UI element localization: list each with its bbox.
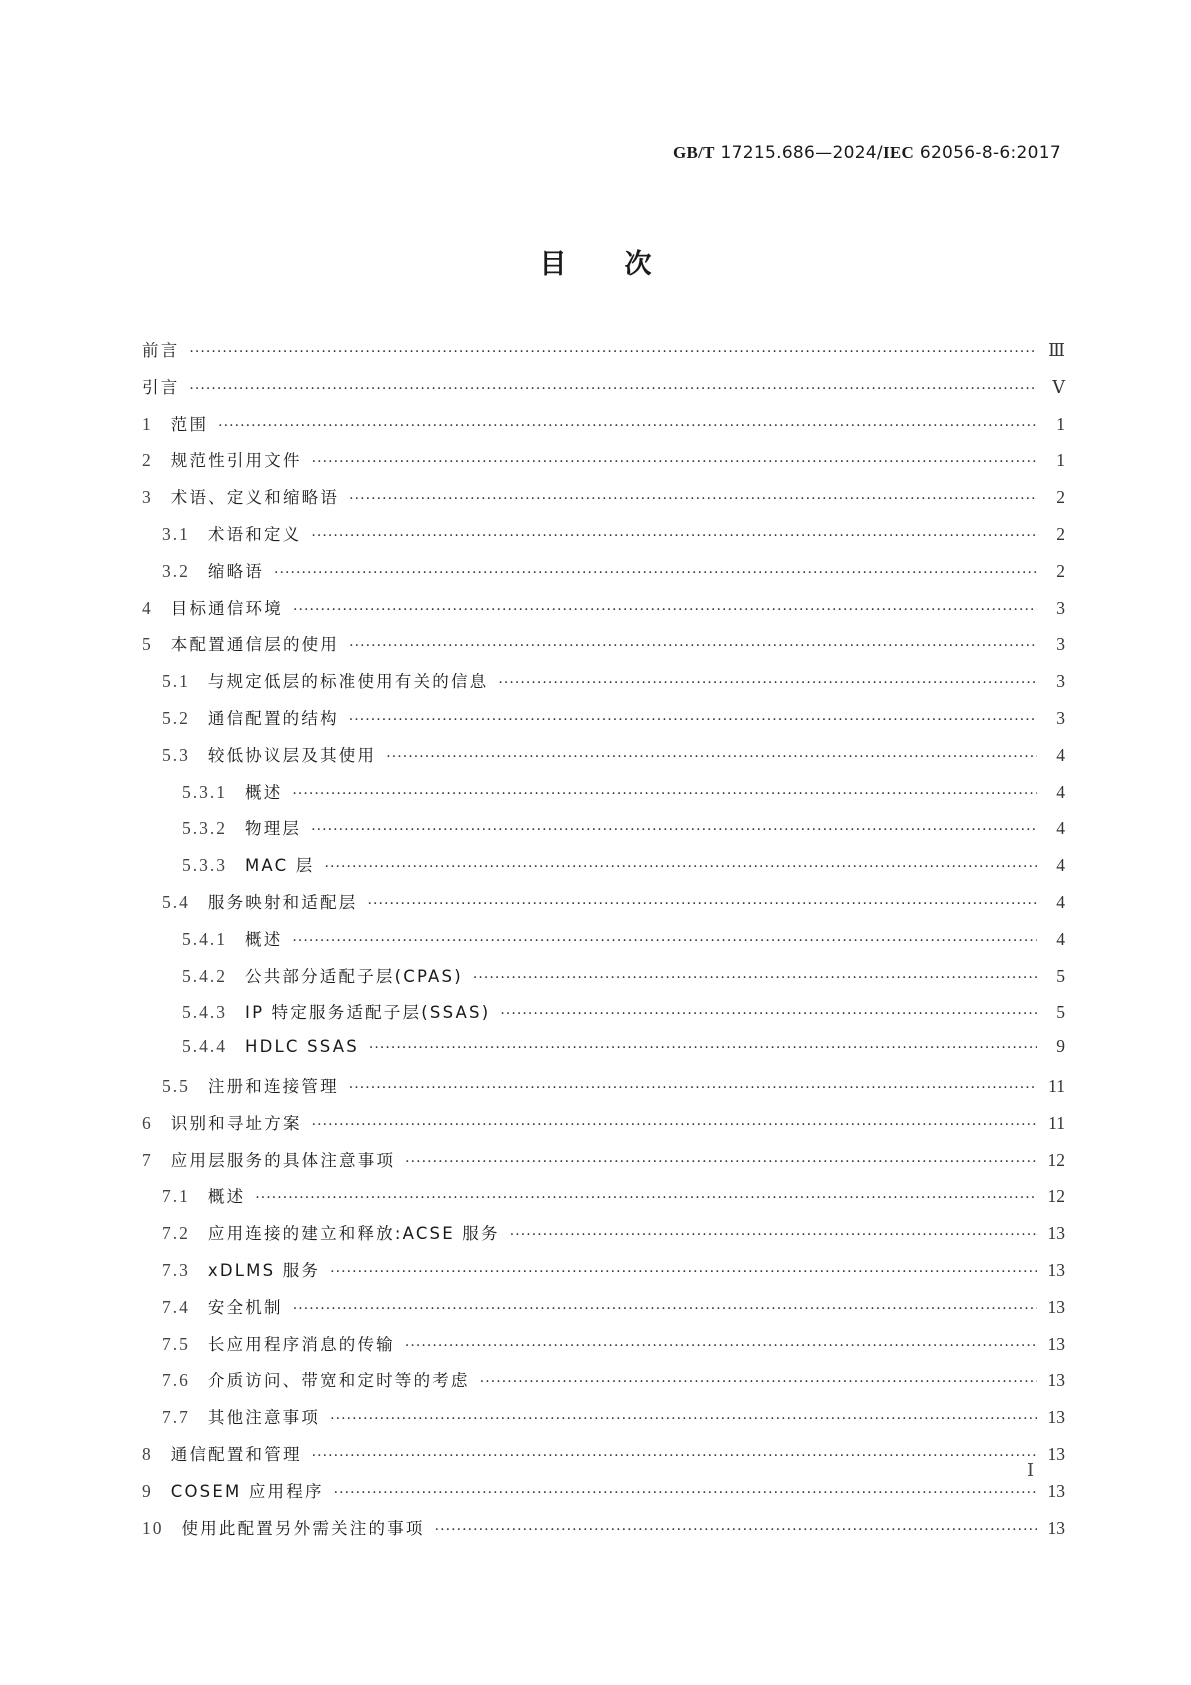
toc-entry-page: 13 xyxy=(1047,1480,1065,1501)
toc-entry-number: 9 xyxy=(142,1480,153,1501)
toc-entry-page: 13 xyxy=(1047,1223,1065,1244)
toc-entry-title: 物理层 xyxy=(245,819,302,839)
toc-dot-leader xyxy=(498,675,1037,691)
toc-entry-number: 1 xyxy=(142,413,153,434)
toc-entry-number: 6 xyxy=(142,1112,153,1133)
toc-entry[interactable] xyxy=(142,889,1065,926)
toc-entry-number: 3.2 xyxy=(162,560,190,581)
toc-entry-title: 范围 xyxy=(170,414,209,434)
toc-entry-number: 5.4.1 xyxy=(182,928,227,949)
toc-entry-title: 概述 xyxy=(245,782,283,802)
toc-entry-page: 5 xyxy=(1056,965,1065,986)
toc-entry-title: IP 特定服务适配子层(SSAS) xyxy=(245,1003,491,1023)
toc-entry-title: 前言 xyxy=(142,341,180,360)
toc-entry-page: Ⅴ xyxy=(1052,376,1065,397)
toc-entry[interactable] xyxy=(142,521,1065,558)
toc-dot-leader xyxy=(293,602,1037,618)
toc-entry-number: 5.4.2 xyxy=(182,965,227,986)
toc-entry-page: 12 xyxy=(1047,1149,1065,1170)
toc-dot-leader xyxy=(405,1338,1037,1354)
page-title: 目次 xyxy=(539,249,710,280)
toc-dot-leader xyxy=(367,896,1037,912)
toc-entry[interactable] xyxy=(142,999,1065,1036)
toc-entry-number: 7.7 xyxy=(162,1407,190,1428)
toc-entry[interactable] xyxy=(142,1110,1065,1147)
toc-entry-number: 3.1 xyxy=(162,523,190,544)
toc-entry[interactable] xyxy=(142,779,1065,816)
toc-entry-page: 3 xyxy=(1056,671,1065,692)
toc-entry[interactable] xyxy=(142,337,1065,374)
toc-entry-title: 安全机制 xyxy=(207,1297,283,1317)
toc-entry[interactable] xyxy=(142,484,1065,521)
toc-entry-page: 4 xyxy=(1056,928,1065,949)
toc-dot-leader xyxy=(311,528,1037,544)
toc-dot-leader xyxy=(500,1006,1037,1022)
toc-entry-title: 与规定低层的标准使用有关的信息 xyxy=(207,672,489,692)
iec-number: 62056-8-6:2017 xyxy=(919,143,1061,163)
toc-entry-title: 应用连接的建立和释放:ACSE 服务 xyxy=(207,1224,500,1244)
toc-dot-leader xyxy=(435,1522,1037,1538)
toc-entry-title: 缩略语 xyxy=(207,561,264,581)
toc-entry-page: 13 xyxy=(1047,1333,1065,1354)
toc-entry-title: 术语、定义和缩略语 xyxy=(170,488,340,508)
toc-entry-number: 7.1 xyxy=(162,1186,190,1207)
standard-number: 17215.686—2024/ xyxy=(720,143,883,163)
toc-entry-title: 通信配置和管理 xyxy=(170,1444,302,1464)
toc-entry-number: 3 xyxy=(142,487,153,508)
toc-entry[interactable] xyxy=(142,1257,1065,1294)
toc-entry-number: 5.4.4 xyxy=(182,1036,227,1057)
toc-entry-number: 7.6 xyxy=(162,1370,190,1391)
toc-entry[interactable] xyxy=(142,447,1065,484)
toc-entry[interactable] xyxy=(142,1073,1065,1110)
toc-dot-leader xyxy=(386,749,1037,765)
toc-entry-page: Ⅲ xyxy=(1048,340,1065,360)
toc-entry-number: 5.1 xyxy=(162,671,190,692)
toc-dot-leader xyxy=(325,859,1038,875)
toc-entry[interactable] xyxy=(142,411,1065,448)
toc-entry-page: 4 xyxy=(1056,891,1065,912)
toc-entry-title: 其他注意事项 xyxy=(207,1408,321,1428)
toc-entry[interactable] xyxy=(142,1036,1065,1073)
toc-entry-number: 10 xyxy=(142,1517,164,1538)
toc-dot-leader xyxy=(218,418,1037,434)
toc-dot-leader xyxy=(349,1080,1037,1096)
toc-entry-title: 概述 xyxy=(245,929,283,949)
toc-entry-title: 规范性引用文件 xyxy=(170,451,302,471)
toc-dot-leader xyxy=(349,491,1037,507)
toc-entry-title: xDLMS 服务 xyxy=(207,1260,321,1280)
toc-entry[interactable] xyxy=(142,595,1065,632)
toc-dot-leader xyxy=(473,970,1037,986)
toc-entry-page: 13 xyxy=(1047,1443,1065,1464)
toc-entry-number: 5 xyxy=(142,634,153,655)
toc-entry-page: 2 xyxy=(1056,560,1065,581)
toc-entry-number: 8 xyxy=(142,1443,153,1464)
toc-dot-leader xyxy=(349,712,1037,728)
toc-entry-number: 5.3.1 xyxy=(182,781,227,802)
toc-entry[interactable] xyxy=(142,1294,1065,1331)
toc-entry-title: 长应用程序消息的传输 xyxy=(207,1334,395,1354)
toc-entry-page: 13 xyxy=(1047,1407,1065,1428)
toc-dot-leader xyxy=(334,1485,1037,1501)
toc-dot-leader xyxy=(255,1190,1037,1206)
toc-entry[interactable] xyxy=(142,558,1065,595)
toc-entry-page: 13 xyxy=(1047,1296,1065,1317)
toc-entry[interactable] xyxy=(142,852,1065,889)
toc-entry[interactable] xyxy=(142,1147,1065,1184)
toc-entry-number: 7.3 xyxy=(162,1259,190,1280)
toc-dot-leader xyxy=(312,1448,1037,1464)
toc-entry-title: MAC 层 xyxy=(245,856,315,876)
toc-entry-number: 5.4.3 xyxy=(182,1002,227,1023)
toc-entry-number: 7.4 xyxy=(162,1296,190,1317)
toc-dot-leader xyxy=(312,454,1037,470)
iec-code: IEC xyxy=(882,143,915,162)
toc-entry-title: 服务映射和适配层 xyxy=(207,892,358,912)
toc-entry[interactable] xyxy=(142,1441,1065,1478)
toc-entry[interactable] xyxy=(142,963,1065,1000)
toc-entry-number: 5.4 xyxy=(162,891,190,912)
toc-entry-page: 13 xyxy=(1047,1259,1065,1280)
toc-entry[interactable] xyxy=(142,705,1065,742)
toc-entry-page: 2 xyxy=(1056,487,1065,508)
toc-entry-page: 4 xyxy=(1056,781,1065,802)
toc-dot-leader xyxy=(311,822,1037,838)
toc-entry-page: 13 xyxy=(1047,1370,1065,1391)
toc-entry-page: 3 xyxy=(1056,597,1065,618)
toc-entry-page: 4 xyxy=(1056,818,1065,839)
toc-entry-page: 4 xyxy=(1056,855,1065,876)
toc-entry-number: 5.3.3 xyxy=(182,855,227,876)
toc-entry-title: 目标通信环境 xyxy=(170,598,283,618)
toc-entry[interactable] xyxy=(142,1183,1065,1220)
toc-entry-page: 1 xyxy=(1056,413,1065,434)
toc-entry-title: 识别和寻址方案 xyxy=(170,1113,302,1133)
toc-entry-title: COSEM 应用程序 xyxy=(170,1481,324,1501)
toc-entry-number: 4 xyxy=(142,597,153,618)
toc-entry[interactable] xyxy=(142,631,1065,668)
toc-dot-leader xyxy=(293,1301,1037,1317)
toc-entry-title: 概述 xyxy=(207,1187,246,1207)
table-of-contents xyxy=(142,337,1065,1551)
toc-entry-page: 9 xyxy=(1056,1036,1065,1057)
toc-entry-page: 2 xyxy=(1056,523,1065,544)
toc-entry[interactable] xyxy=(142,1220,1065,1257)
toc-entry-title: 注册和连接管理 xyxy=(207,1076,339,1096)
toc-entry[interactable] xyxy=(142,668,1065,705)
toc-dot-leader xyxy=(292,933,1037,949)
toc-entry-title: 使用此配置另外需关注的事项 xyxy=(181,1518,425,1538)
toc-entry-number: 5.5 xyxy=(162,1075,190,1096)
toc-entry-number: 5.3.2 xyxy=(182,818,227,839)
toc-entry-number: 5.2 xyxy=(162,707,190,728)
toc-entry[interactable] xyxy=(142,1331,1065,1368)
toc-entry-number: 7 xyxy=(142,1149,153,1170)
toc-entry-number: 7.2 xyxy=(162,1223,190,1244)
page-number: Ⅰ xyxy=(1027,1460,1035,1480)
toc-dot-leader xyxy=(189,381,1037,397)
toc-entry[interactable] xyxy=(142,1367,1065,1404)
toc-dot-leader xyxy=(405,1154,1037,1170)
toc-entry-page: 11 xyxy=(1048,1112,1065,1133)
toc-entry-number: 7.5 xyxy=(162,1333,190,1354)
toc-entry[interactable] xyxy=(142,742,1065,779)
standard-header xyxy=(673,143,1061,163)
toc-entry-page: 1 xyxy=(1056,450,1065,471)
toc-entry-title: 引言 xyxy=(142,377,180,397)
toc-entry[interactable] xyxy=(142,1404,1065,1441)
toc-dot-leader xyxy=(292,786,1037,802)
toc-dot-leader xyxy=(274,565,1037,581)
toc-entry-title: 较低协议层及其使用 xyxy=(207,745,377,765)
toc-entry-page: 3 xyxy=(1056,634,1065,655)
toc-entry-title: 术语和定义 xyxy=(207,524,302,544)
toc-dot-leader xyxy=(312,1117,1037,1133)
toc-dot-leader xyxy=(349,638,1037,654)
toc-entry[interactable] xyxy=(142,926,1065,963)
toc-dot-leader xyxy=(480,1374,1037,1390)
toc-entry[interactable] xyxy=(142,1478,1065,1515)
toc-entry-title: HDLC SSAS xyxy=(245,1037,359,1057)
toc-dot-leader xyxy=(510,1227,1037,1243)
toc-entry-page: 13 xyxy=(1047,1517,1065,1538)
toc-dot-leader xyxy=(330,1411,1037,1427)
toc-entry-title: 介质访问、带宽和定时等的考虑 xyxy=(207,1371,470,1391)
toc-entry-page: 12 xyxy=(1047,1186,1065,1207)
toc-entry-page: 11 xyxy=(1048,1075,1065,1096)
toc-entry-title: 本配置通信层的使用 xyxy=(170,635,340,655)
toc-entry-page: 3 xyxy=(1056,707,1065,728)
standard-code: GB/T xyxy=(672,143,715,162)
toc-entry[interactable] xyxy=(142,374,1065,411)
toc-dot-leader xyxy=(330,1264,1037,1280)
toc-entry-page: 5 xyxy=(1056,1002,1065,1023)
toc-entry-title: 应用层服务的具体注意事项 xyxy=(170,1150,396,1170)
toc-entry-title: 公共部分适配子层(CPAS) xyxy=(245,966,463,986)
toc-dot-leader xyxy=(189,344,1037,360)
toc-dot-leader xyxy=(369,1040,1037,1056)
toc-entry-title: 通信配置的结构 xyxy=(207,708,339,728)
toc-entry[interactable] xyxy=(142,815,1065,852)
toc-entry-page: 4 xyxy=(1056,744,1065,765)
toc-entry[interactable] xyxy=(142,1515,1065,1552)
toc-entry-number: 2 xyxy=(142,450,153,471)
toc-entry-number: 5.3 xyxy=(162,744,190,765)
